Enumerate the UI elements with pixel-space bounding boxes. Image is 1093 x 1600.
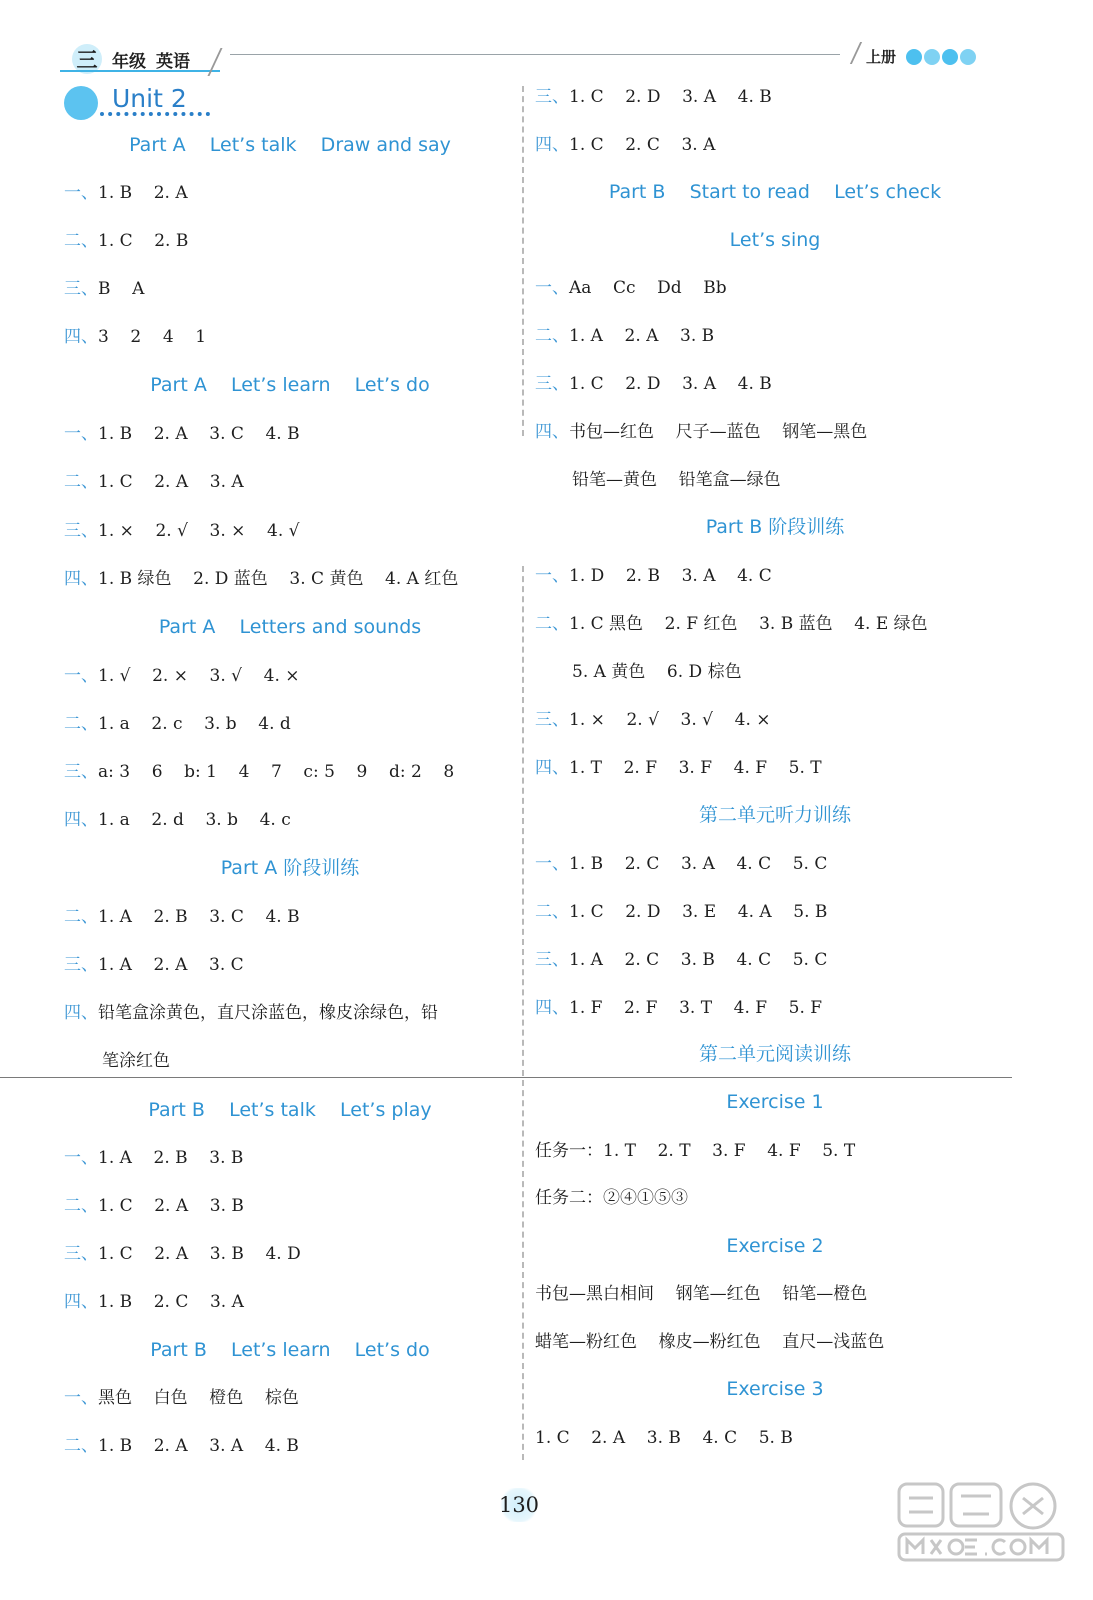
- volume-label: 上册: [866, 48, 897, 66]
- answer-text: 1. A 2. C 3. B 4. C 5. C: [569, 950, 828, 970]
- answer-text: Aa Cc Dd Bb: [569, 278, 727, 298]
- question-marker: 二、: [64, 907, 98, 927]
- question-marker: 一、: [64, 666, 98, 686]
- answer-row: [64, 1143, 243, 1173]
- question-marker: 三、: [64, 279, 98, 299]
- question-marker: 一、: [535, 854, 569, 874]
- answer-text: 书包—黑白相间 钢笔—红色 铅笔—橙色: [535, 1284, 868, 1304]
- answer-text: 1. B 绿色 2. D 蓝色 3. C 黄色 4. A 红色: [98, 569, 459, 589]
- answer-row: [64, 950, 244, 980]
- answer-row: [64, 709, 291, 739]
- answer-text: 黑色 白色 橙色 棕色: [98, 1388, 299, 1408]
- answer-row: [535, 705, 771, 735]
- answer-text: 5. A 黄色 6. D 棕色: [572, 662, 742, 682]
- section-title: Part A Let’s talk Draw and say: [129, 134, 451, 156]
- answer-row: [535, 321, 714, 351]
- page-number: 130: [498, 1488, 540, 1522]
- question-marker: 三、: [535, 374, 569, 394]
- answer-row: [572, 465, 781, 495]
- question-marker: 一、: [64, 1388, 98, 1408]
- dot-ornament: [906, 49, 922, 65]
- question-marker: 二、: [64, 1436, 98, 1456]
- answer-text: 1. A 2. B 3. B: [98, 1148, 244, 1168]
- answer-text: 铅笔盒涂黄色，直尺涂蓝色，橡皮涂绿色，铅: [98, 1003, 438, 1023]
- answer-row: [64, 1239, 301, 1269]
- answer-text: 1. C 2. A 3. B 4. D: [98, 1244, 301, 1264]
- answer-text: 1. a 2. d 3. b 4. c: [98, 810, 291, 830]
- header-accent-line: [60, 70, 220, 72]
- question-marker: 一、: [64, 424, 98, 444]
- answer-text: 1. A 2. B 3. C 4. B: [98, 907, 300, 927]
- answer-row: [64, 1191, 244, 1221]
- question-marker: 二、: [535, 326, 569, 346]
- answer-row: [535, 417, 867, 447]
- section-title: Part B Let’s talk Let’s play: [148, 1099, 432, 1121]
- question-marker: 二、: [64, 1196, 98, 1216]
- answer-row: [64, 1431, 299, 1461]
- section-divider: [0, 1077, 1012, 1078]
- answer-row: [535, 1183, 688, 1213]
- question-marker: 四、: [535, 422, 569, 442]
- answer-text: 1. B 2. A: [98, 183, 188, 203]
- answer-text: 1. × 2. √ 3. √ 4. ×: [569, 710, 771, 730]
- question-marker: 二、: [64, 231, 98, 251]
- answer-row: [64, 661, 300, 691]
- header-rule: [230, 54, 840, 55]
- answer-text: 书包—红色 尺子—蓝色 钢笔—黑色: [569, 422, 868, 442]
- dot-ornament: [924, 49, 940, 65]
- unit-title-underline: [100, 112, 210, 116]
- header-dot-ornament: [906, 49, 976, 65]
- column-divider-middle: [522, 566, 524, 1076]
- answer-text: 1. B 2. C 3. A 4. C 5. C: [569, 854, 828, 874]
- section-title: Part A 阶段训练: [220, 857, 360, 879]
- unit-bullet-icon: [64, 86, 98, 120]
- section-title: Exercise 2: [726, 1235, 824, 1257]
- answer-row: [64, 322, 206, 352]
- answer-row: [535, 945, 827, 975]
- dot-ornament: [960, 49, 976, 65]
- answer-row: [64, 564, 458, 594]
- answer-row: [64, 902, 300, 932]
- answer-text: 1. C 2. A 3. A: [98, 472, 244, 492]
- answer-row: [535, 273, 727, 303]
- answer-row: [535, 609, 928, 639]
- answer-text: 1. B 2. C 3. A: [98, 1292, 244, 1312]
- question-marker: 二、: [64, 714, 98, 734]
- answer-text: 1. B 2. A 3. C 4. B: [98, 424, 300, 444]
- answer-row: [64, 1287, 244, 1317]
- question-marker: 四、: [64, 327, 98, 347]
- answer-text: 任务一：1. T 2. T 3. F 4. F 5. T: [535, 1141, 856, 1161]
- answer-text: 1. C 2. D 3. E 4. A 5. B: [569, 902, 828, 922]
- question-marker: 四、: [535, 758, 569, 778]
- question-marker: 二、: [64, 472, 98, 492]
- question-marker: 四、: [64, 1292, 98, 1312]
- answer-text: 1. C 2. B: [98, 231, 189, 251]
- watermark-logo: [893, 1478, 1069, 1566]
- question-marker: 一、: [64, 183, 98, 203]
- dot-ornament: [942, 49, 958, 65]
- question-marker: 三、: [64, 521, 98, 541]
- section-title: Let’s sing: [729, 229, 821, 251]
- answer-text: 任务二：②④①⑤③: [535, 1188, 688, 1208]
- section-title: Part B Let’s learn Let’s do: [150, 1339, 430, 1361]
- column-divider-upper: [522, 86, 524, 436]
- section-title: Exercise 3: [726, 1378, 824, 1400]
- question-marker: 二、: [535, 614, 569, 634]
- answer-text: 3 2 4 1: [98, 327, 207, 347]
- question-marker: 一、: [535, 566, 569, 586]
- subject-label: 英语: [156, 51, 190, 72]
- answer-row: [535, 82, 772, 112]
- header-slash-right: [850, 42, 862, 64]
- answer-row: [535, 849, 827, 879]
- answer-row: [535, 1423, 793, 1453]
- answer-text: 1. C 2. D 3. A 4. B: [569, 87, 772, 107]
- question-marker: 一、: [64, 1148, 98, 1168]
- answer-row: [64, 467, 244, 497]
- answer-text: 1. C 2. A 3. B: [98, 1196, 244, 1216]
- section-title: Part B Start to read Let’s check: [608, 181, 942, 203]
- section-title: Exercise 1: [726, 1091, 824, 1113]
- question-marker: 三、: [64, 1244, 98, 1264]
- answer-row: [535, 1279, 867, 1309]
- answer-row: [64, 516, 300, 546]
- answer-text: 笔涂红色: [102, 1051, 170, 1071]
- question-marker: 三、: [64, 762, 98, 782]
- section-title: Part A Letters and sounds: [158, 616, 422, 638]
- column-divider-lower: [522, 1080, 524, 1460]
- question-marker: 一、: [535, 278, 569, 298]
- section-title: 第二单元阅读训练: [698, 1043, 851, 1065]
- answer-row: [64, 805, 291, 835]
- answer-text: 1. C 2. C 3. A: [569, 135, 716, 155]
- answer-text: 1. C 黑色 2. F 红色 3. B 蓝色 4. E 绿色: [569, 614, 928, 634]
- answer-text: 1. C 2. D 3. A 4. B: [569, 374, 772, 394]
- answer-text: 1. D 2. B 3. A 4. C: [569, 566, 772, 586]
- question-marker: 四、: [535, 998, 569, 1018]
- question-marker: 四、: [64, 1003, 98, 1023]
- question-marker: 四、: [535, 135, 569, 155]
- answer-row: [64, 226, 188, 256]
- answer-row: [535, 897, 827, 927]
- answer-row: [572, 657, 742, 687]
- answer-row: [64, 998, 438, 1028]
- question-marker: 四、: [64, 810, 98, 830]
- answer-text: 1. a 2. c 3. b 4. d: [98, 714, 291, 734]
- answer-text: 1. B 2. A 3. A 4. B: [98, 1436, 299, 1456]
- section-title: 第二单元听力训练: [698, 804, 851, 826]
- answer-row: [535, 561, 772, 591]
- grade-number-badge: 三: [72, 44, 102, 74]
- answer-text: 1. A 2. A 3. C: [98, 955, 244, 975]
- question-marker: 四、: [64, 569, 98, 589]
- answer-row: [64, 274, 144, 304]
- question-marker: 三、: [535, 710, 569, 730]
- section-title: Part B 阶段训练: [705, 516, 845, 538]
- answer-row: [64, 757, 454, 787]
- section-title: Part A Let’s learn Let’s do: [150, 374, 430, 396]
- answer-text: 1. C 2. A 3. B 4. C 5. B: [535, 1428, 793, 1448]
- question-marker: 三、: [535, 87, 569, 107]
- answer-text: 1. T 2. F 3. F 4. F 5. T: [569, 758, 822, 778]
- answer-text: 1. × 2. √ 3. × 4. √: [98, 521, 300, 541]
- answer-text: 铅笔—黄色 铅笔盒—绿色: [572, 470, 781, 490]
- answer-row: [535, 369, 772, 399]
- question-marker: 三、: [64, 955, 98, 975]
- answer-text: a: 3 6 b: 1 4 7 c: 5 9 d: 2 8: [98, 762, 455, 782]
- answer-row: [64, 178, 188, 208]
- answer-row: [535, 1327, 884, 1357]
- answer-row: [535, 993, 822, 1023]
- answer-row: [64, 1383, 299, 1413]
- unit-title: Unit 2: [112, 84, 187, 113]
- answer-text: B A: [98, 279, 145, 299]
- answer-row: [535, 1136, 855, 1166]
- answer-text: 1. √ 2. × 3. √ 4. ×: [98, 666, 300, 686]
- answer-text: 1. A 2. A 3. B: [569, 326, 715, 346]
- answer-text: 蜡笔—粉红色 橡皮—粉红色 直尺—浅蓝色: [535, 1332, 885, 1352]
- answer-row: [64, 419, 300, 449]
- question-marker: 三、: [535, 950, 569, 970]
- grade-label: 年级: [112, 51, 146, 72]
- answer-text: 1. F 2. F 3. T 4. F 5. F: [569, 998, 823, 1018]
- answer-row: [535, 130, 715, 160]
- answer-row: [535, 753, 822, 783]
- question-marker: 二、: [535, 902, 569, 922]
- answer-row: [102, 1046, 170, 1076]
